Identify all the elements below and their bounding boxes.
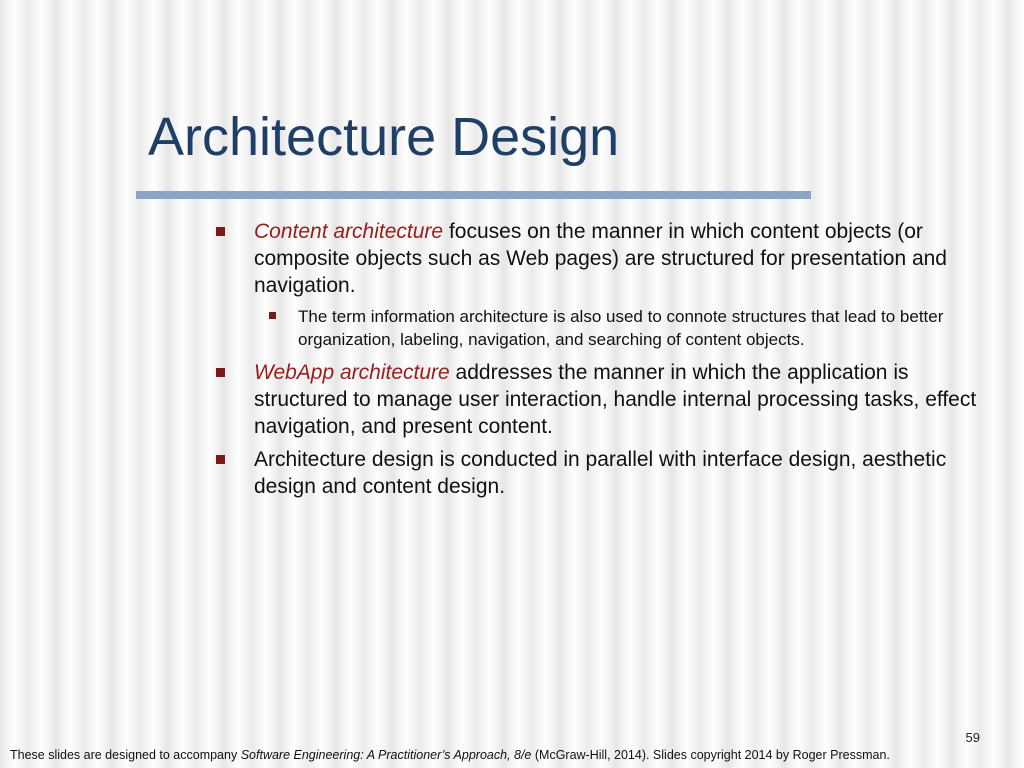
footer-suffix: (McGraw-Hill, 2014). Slides copyright 2014 by Roger Pressman.: [531, 748, 890, 762]
bullet-text: Architecture design is conducted in parallel with interface design, aesthetic design and content design.: [254, 448, 947, 498]
sub-bullet-text: The term information architecture is also used to connote structures that lead to better organization, labeling, navigation, and searching of content objects.: [298, 307, 944, 349]
bullet-architecture-design: [214, 446, 984, 500]
square-bullet-icon: [216, 455, 225, 464]
square-bullet-icon: [269, 312, 276, 319]
square-bullet-icon: [216, 368, 225, 377]
bullet-webapp-architecture: [214, 359, 984, 440]
footer-credit: [10, 748, 890, 762]
bullet-emphasis: Content architecture: [254, 220, 444, 243]
bullet-content-architecture: [214, 218, 984, 299]
square-bullet-icon: [216, 227, 225, 236]
title-underline: [136, 191, 811, 199]
footer-book-title: Software Engineering: A Practitioner’s Approach, 8/e: [240, 748, 532, 762]
sub-bullet-information-architecture: [257, 305, 948, 351]
slide-title: Architecture Design: [148, 107, 620, 167]
slide-body: [214, 218, 984, 506]
bullet-emphasis: WebApp architecture: [254, 361, 450, 384]
page-number: 59: [965, 730, 980, 745]
footer-prefix: These slides are designed to accompany: [10, 748, 241, 762]
bullet-text: addresses the manner in which the application is structured to manage user interaction, handle internal processing tasks, effect navigation, and present content.: [254, 361, 977, 438]
bullet-text: focuses on the manner in which content objects (or composite objects such as Web pages) are structured for presentation and navigation.: [254, 220, 947, 297]
